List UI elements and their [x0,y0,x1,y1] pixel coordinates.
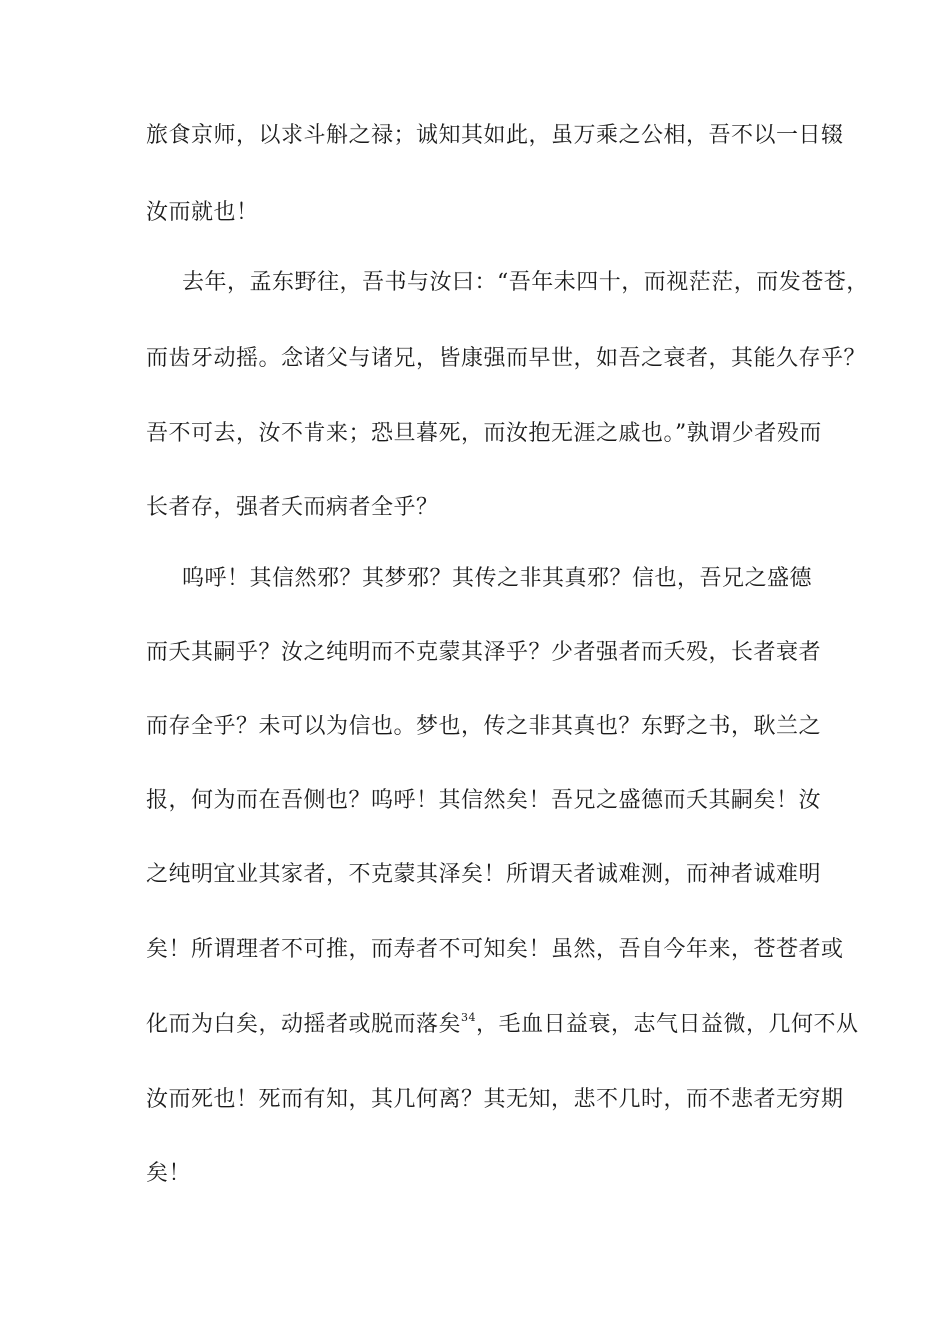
text-segment: 化而为白矣，动摇者或脱而落矣 [146,1012,462,1037]
text-line: 报，何为而在吾侧也？呜呼！其信然矣！吾兄之盛德而夭其嗣矣！汝 [146,788,822,813]
text-line: 矣！所谓理者不可推，而寿者不可知矣！虽然，吾自今年来，苍苍者或 [146,937,844,962]
footnote-marker[interactable]: 34 [461,1011,477,1024]
text-line: 汝而死也！死而有知，其几何离？其无知，悲不几时，而不悲者无穷期 [146,1087,844,1112]
text-line: 之纯明宜业其家者，不克蒙其泽矣！所谓天者诚难测，而神者诚难明 [146,862,822,887]
text-line-with-footnote [146,1010,859,1040]
text-line: 矣！ [146,1161,192,1186]
paragraph-first-line: 呜呼！其信然邪？其梦邪？其传之非其真邪？信也，吾兄之盛德 [182,566,813,591]
text-line: 长者存，强者夭而病者全乎？ [146,495,439,520]
paragraph-first-line: 去年，孟东野往，吾书与汝曰：“吾年未四十，而视茫茫，而发苍苍， [182,270,869,295]
text-line: 而夭其嗣乎？汝之纯明而不克蒙其泽乎？少者强者而夭殁，长者衰者 [146,640,822,665]
text-line: 汝而就也！ [146,200,259,225]
text-line: 吾不可去，汝不肯来；恐旦暮死，而汝抱无涯之戚也。”孰谓少者殁而 [146,421,822,446]
text-segment: ，毛血日益衰，志气日益微，几何不从 [476,1012,859,1037]
text-line: 旅食京师，以求斗斛之禄；诚知其如此，虽万乘之公相，吾不以一日辍 [146,123,844,148]
text-line: 而齿牙动摇。念诸父与诸兄，皆康强而早世，如吾之衰者，其能久存乎？ [146,346,867,371]
text-line: 而存全乎？未可以为信也。梦也，传之非其真也？东野之书，耿兰之 [146,714,822,739]
